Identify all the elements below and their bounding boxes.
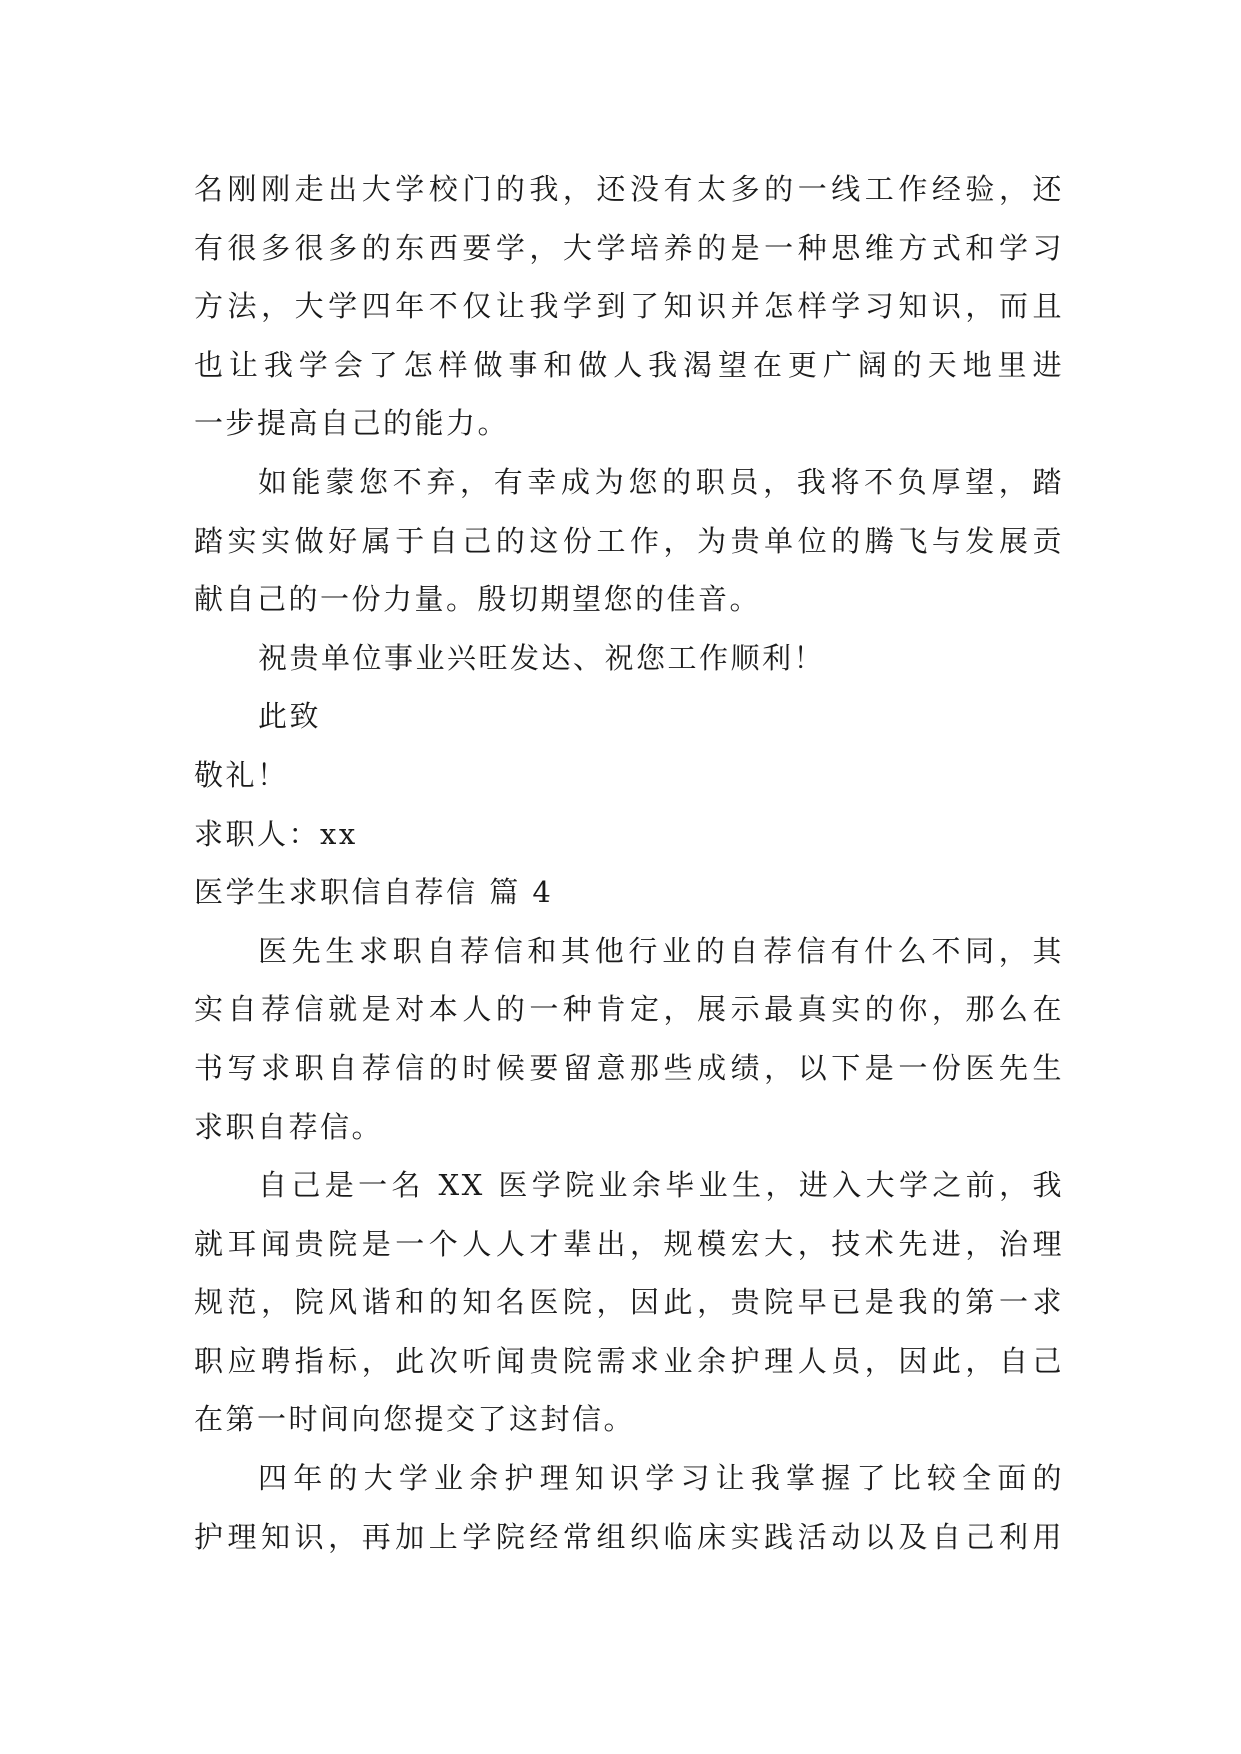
text-line: 求职人：xx — [194, 816, 358, 851]
text-line: 医学生求职信自荐信 篇 4 — [194, 875, 554, 910]
text-line: 此致 — [258, 699, 322, 734]
text-line: 护理知识，再加上学院经常组织临床实践活动以及自己利用 — [194, 1519, 1064, 1554]
text-line: 有很多很多的东西要学，大学培养的是一种思维方式和学习 — [194, 230, 1064, 265]
text-line: 踏实实做好属于自己的这份工作，为贵单位的腾飞与发展贡 — [194, 523, 1064, 558]
text-line: 一步提高自己的能力。 — [194, 406, 510, 441]
text-line: 敬礼！ — [194, 757, 289, 792]
text-line: 书写求职自荐信的时候要留意那些成绩，以下是一份医先生 — [194, 1050, 1064, 1085]
text-line: 就耳闻贵院是一个人人才辈出，规模宏大，技术先进，治理 — [194, 1226, 1064, 1261]
text-line: 实自荐信就是对本人的一种肯定，展示最真实的你，那么在 — [194, 992, 1064, 1027]
text-line: 祝贵单位事业兴旺发达、祝您工作顺利！ — [258, 640, 826, 675]
text-line: 四年的大学业余护理知识学习让我掌握了比较全面的 — [258, 1461, 1064, 1496]
document-body — [194, 160, 1064, 1566]
text-line: 方法，大学四年不仅让我学到了知识并怎样学习知识，而且 — [194, 289, 1064, 324]
text-line: 在第一时间向您提交了这封信。 — [194, 1402, 636, 1437]
text-line: 名刚刚走出大学校门的我，还没有太多的一线工作经验，还 — [194, 172, 1064, 206]
text-line: 如能蒙您不弃，有幸成为您的职员，我将不负厚望，踏 — [258, 464, 1064, 499]
text-line: 规范，院风谐和的知名医院，因此，贵院早已是我的第一求 — [194, 1285, 1064, 1320]
text-line: 求职自荐信。 — [194, 1109, 384, 1144]
text-line: 自己是一名 XX 医学院业余毕业生，进入大学之前，我 — [258, 1168, 1064, 1203]
text-line: 医先生求职自荐信和其他行业的自荐信有什么不同，其 — [258, 933, 1064, 968]
text-line: 职应聘指标，此次听闻贵院需求业余护理人员，因此，自己 — [194, 1343, 1064, 1378]
text-line: 也让我学会了怎样做事和做人我渴望在更广阔的天地里进 — [194, 347, 1064, 382]
text-line: 献自己的一份力量。殷切期望您的佳音。 — [194, 582, 762, 617]
